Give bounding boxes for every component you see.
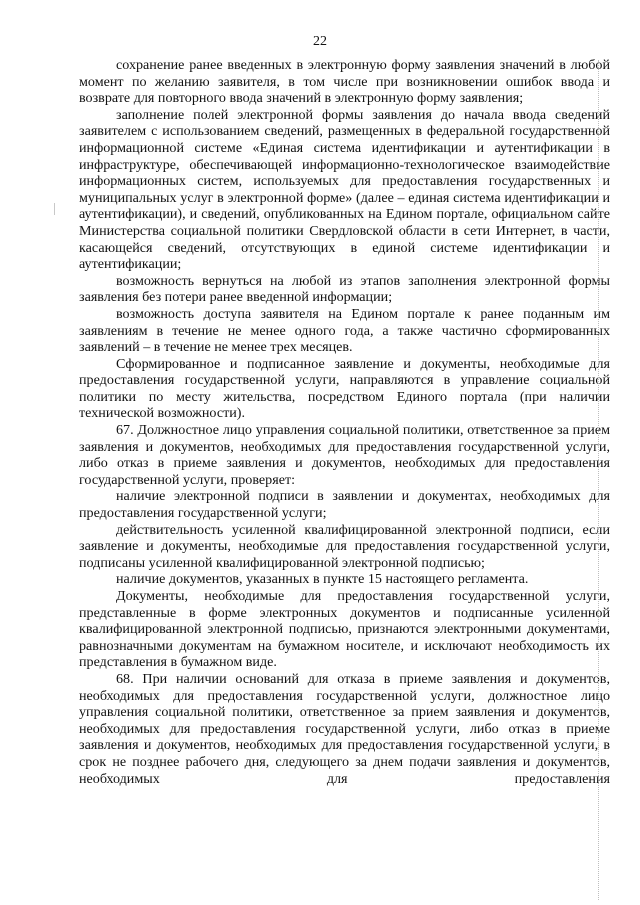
paragraph: сохранение ранее введенных в электронную форму заявления значений в любой момент по желанию заявителя, в том числе при возникновении ошибок ввода и возврате для повторного ввода значений в электронную форму заявления;: [79, 57, 610, 107]
paragraph: наличие документов, указанных в пункте 15 настоящего регламента.: [116, 571, 529, 588]
page-number: 22: [313, 34, 327, 49]
paragraph: Сформированное и подписанное заявление и документы, необходимые для предоставления государственной услуги, направляются в управление социальной политики по месту жительства, посредством Единого портала (при наличии технической возможности).: [79, 355, 610, 422]
paragraph: заполнение полей электронной формы заявления до начала ввода сведений заявителем с использованием сведений, размещенных в федеральной государственной информационной системе «Единая система идентификации и аутентификации в инфраструктуре, обеспечивающей информационно-технологическое взаимодействие информационных систем, используемых для предоставления государственных и муниципальных услуг в электронной форме» (далее – единая система идентификации и аутентификации), и сведений, опубликованных на Едином портале, официальном сайте Министерства социальной политики Свердловской области в сети Интернет, в части, касающейся сведений, отсутствующих в единой системе идентификации и аутентификации;: [79, 106, 610, 273]
scan-margin-mark: [54, 203, 55, 215]
document-body: [79, 57, 610, 787]
paragraph: наличие электронной подписи в заявлении и документах, необходимых для предоставления государственной услуги;: [79, 488, 610, 522]
paragraph: Документы, необходимые для предоставления государственной услуги, представленные в форме электронных документов и подписанные усиленной квалифицированной электронной подписью, признаются электронными документами, равнозначными документам на бумажном носителе, и исключают необходимость их представления в бумажном виде.: [79, 588, 610, 671]
paragraph-item-68: 68. При наличии оснований для отказа в приеме заявления и документов, необходимых для предоставления государственной услуги, должностное лицо управления социальной политики, ответственное за прием заявления и документов, необходимых для предоставления государственной услуги, либо отказ в приеме заявления и документов, необходимых для предоставления государственной услуги, в срок не позднее рабочего дня, следующего за днем подачи заявления и документов, необходимых для предоставления: [79, 670, 610, 787]
paragraph: действительность усиленной квалифицированной электронной подписи, если заявление и документы, необходимые для предоставления государственной услуги, подписаны усиленной квалифицированной электронной подписью;: [79, 521, 610, 571]
paragraph-item-67: 67. Должностное лицо управления социальной политики, ответственное за прием заявления и документов, необходимых для предоставления государственной услуги, либо отказ в приеме заявления и документов, необходимых для предоставления государственной услуги, проверяет:: [79, 422, 610, 488]
paragraph: возможность вернуться на любой из этапов заполнения электронной формы заявления без потери ранее введенной информации;: [79, 272, 610, 306]
scan-margin-line: [598, 60, 599, 900]
paragraph: возможность доступа заявителя на Едином портале к ранее поданным им заявлениям в течение не менее одного года, а также частично сформированных заявлений – в течение не менее трех месяцев.: [79, 305, 610, 356]
